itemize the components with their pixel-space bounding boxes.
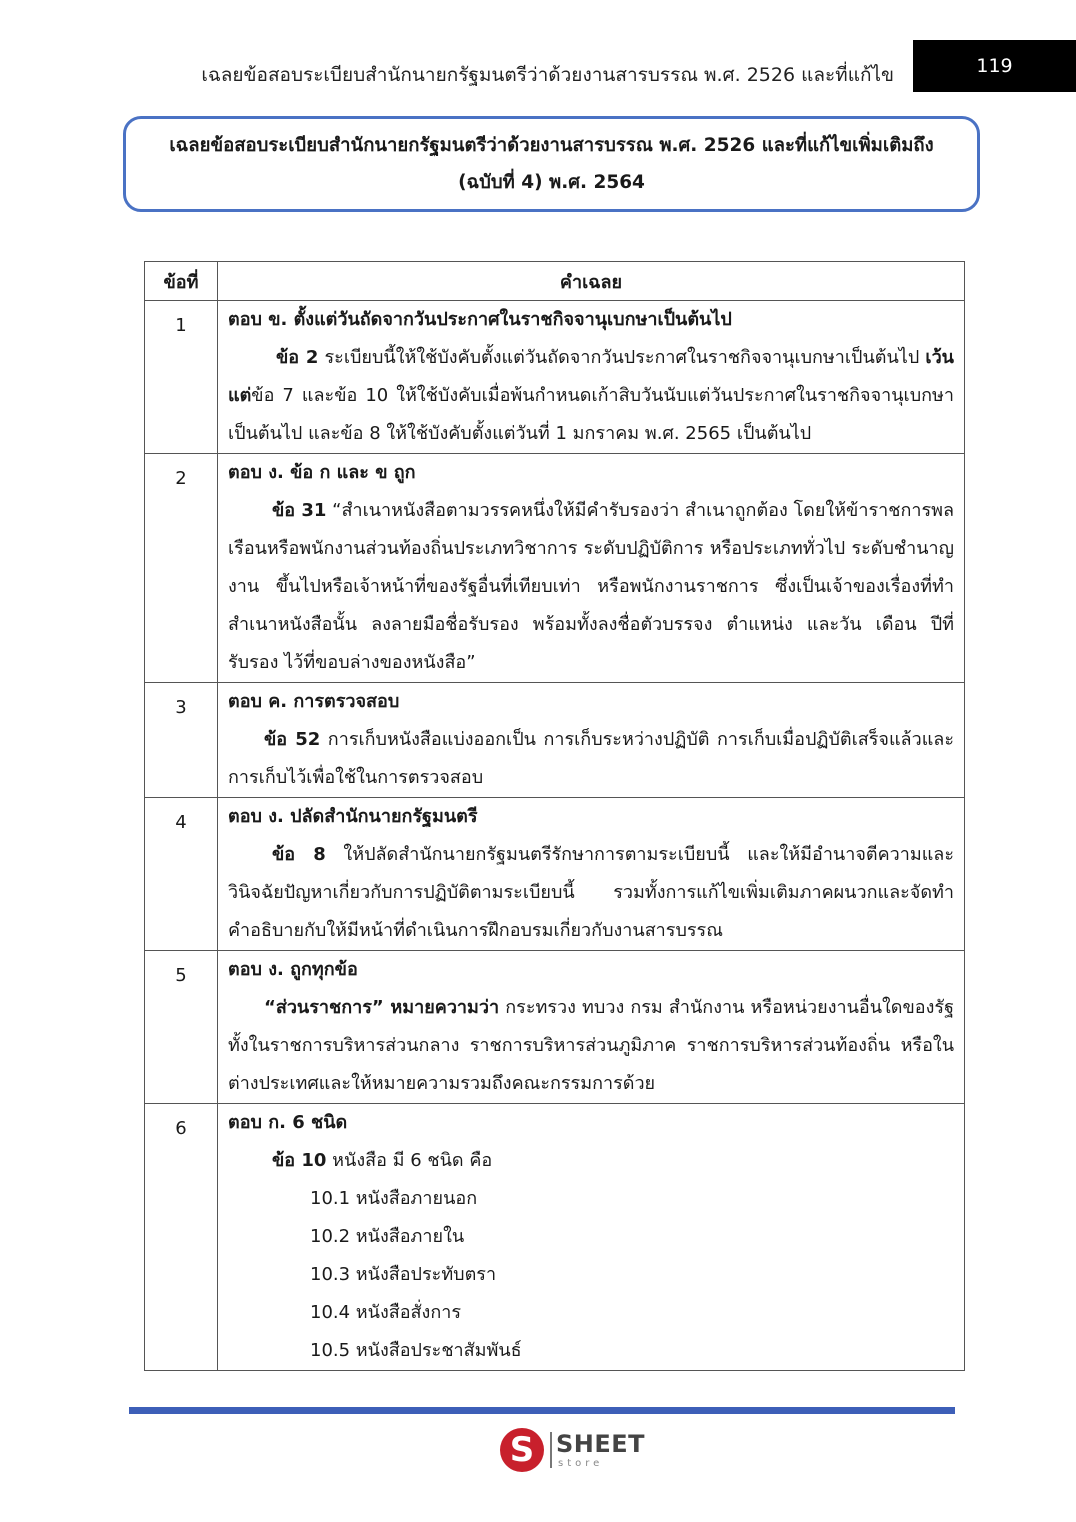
table-header-row xyxy=(145,262,965,301)
logo-divider xyxy=(550,1432,552,1468)
explanation-line: สำเนาหนังสือนั้น ลงลายมือชื่อรับรอง พร้อมทั้งลงชื่อตัวบรรจง ตำแหน่ง และวัน เดือน ปีที่ xyxy=(228,614,954,635)
row-answer xyxy=(218,683,965,798)
answer-heading: ตอบ ง. ข้อ ก และ ข ถูก xyxy=(228,462,416,483)
explanation-line: ข้อ 10 หนังสือ มี 6 ชนิด คือ xyxy=(272,1150,493,1171)
explanation-line: ข้อ 31 “สำเนาหนังสือตามวรรคหนึ่งให้มีคำรับรองว่า สำเนาถูกต้อง โดยให้ข้าราชการพล xyxy=(272,500,954,521)
explanation-line: ข้อ 2 ระเบียบนี้ให้ใช้บังคับตั้งแต่วันถัดจากวันประกาศในราชกิจจานุเบกษาเป็นต้นไป เว้น xyxy=(276,347,954,368)
page-number: 119 xyxy=(913,40,1076,92)
row-number: 2 xyxy=(145,454,218,683)
table-row xyxy=(145,798,965,951)
list-item: 10.2 หนังสือภายใน xyxy=(310,1226,465,1247)
explanation-line: การเก็บไว้เพื่อใช้ในการตรวจสอบ xyxy=(228,767,484,788)
sheet-store-logo xyxy=(500,1428,650,1472)
table-row xyxy=(145,683,965,798)
explanation-line: รับรอง ไว้ที่ขอบล่างของหนังสือ” xyxy=(228,652,476,673)
logo-subtext: store xyxy=(558,1458,604,1469)
answer-heading: ตอบ ง. ถูกทุกข้อ xyxy=(228,959,358,980)
column-header-no: ข้อที่ xyxy=(145,262,218,301)
explanation-line: แต่ข้อ 7 และข้อ 10 ให้ใช้บังคับเมื่อพ้นกำหนดเก้าสิบวันนับแต่วันประกาศในราชกิจจานุเบกษา xyxy=(228,385,954,406)
row-answer xyxy=(218,301,965,454)
answer-heading: ตอบ ค. การตรวจสอบ xyxy=(228,691,400,712)
row-number: 6 xyxy=(145,1104,218,1371)
explanation-line: ทั้งในราชการบริหารส่วนกลาง ราชการบริหารส่วนภูมิภาค ราชการบริหารส่วนท้องถิ่น หรือใน xyxy=(228,1035,954,1056)
running-header xyxy=(0,40,1076,92)
answer-heading: ตอบ ง. ปลัดสำนักนายกรัฐมนตรี xyxy=(228,806,478,827)
title-line-2: (ฉบับที่ 4) พ.ศ. 2564 xyxy=(458,172,645,193)
answer-heading: ตอบ ข. ตั้งแต่วันถัดจากวันประกาศในราชกิจจานุเบกษาเป็นต้นไป xyxy=(228,309,732,330)
explanation-line: ข้อ 52 การเก็บหนังสือแบ่งออกเป็น การเก็บระหว่างปฏิบัติ การเก็บเมื่อปฏิบัติเสร็จแล้วและ xyxy=(264,729,954,750)
table-row xyxy=(145,454,965,683)
explanation-line: ต่างประเทศและให้หมายความรวมถึงคณะกรรมการด้วย xyxy=(228,1073,656,1094)
list-item: 10.5 หนังสือประชาสัมพันธ์ xyxy=(310,1340,522,1361)
table-row xyxy=(145,301,965,454)
explanation-line: ข้อ 8 ให้ปลัดสำนักนายกรัฐมนตรีรักษาการตามระเบียบนี้ และให้มีอำนาจตีความและ xyxy=(272,844,954,865)
explanation-line: วินิจฉัยปัญหาเกี่ยวกับการปฏิบัติตามระเบียบนี้ รวมทั้งการแก้ไขเพิ่มเติมภาคผนวกและจัดทำ xyxy=(228,882,954,903)
logo-s-icon: S xyxy=(500,1428,544,1472)
row-answer xyxy=(218,454,965,683)
row-answer xyxy=(218,1104,965,1371)
row-number: 4 xyxy=(145,798,218,951)
logo-text: SHEET xyxy=(556,1430,646,1458)
title-box xyxy=(123,116,980,212)
row-number: 5 xyxy=(145,951,218,1104)
row-number: 3 xyxy=(145,683,218,798)
answer-heading: ตอบ ก. 6 ชนิด xyxy=(228,1112,348,1133)
row-answer xyxy=(218,798,965,951)
explanation-line: งาน ขึ้นไปหรือเจ้าหน้าที่ของรัฐอื่นที่เทียบเท่า หรือพนักงานราชการ ซึ่งเป็นเจ้าของเรื่องที่ทำ xyxy=(228,576,954,597)
explanation-line: “ส่วนราชการ” หมายความว่า กระทรวง ทบวง กรม สำนักงาน หรือหน่วยงานอื่นใดของรัฐ xyxy=(264,997,954,1018)
running-title: เฉลยข้อสอบระเบียบสำนักนายกรัฐมนตรีว่าด้วยงานสารบรรณ พ.ศ. 2526 และที่แก้ไข xyxy=(201,64,894,86)
row-answer xyxy=(218,951,965,1104)
explanation-line: คำอธิบายกับให้มีหน้าที่ดำเนินการฝึกอบรมเกี่ยวกับงานสารบรรณ xyxy=(228,920,723,941)
explanation-line: เป็นต้นไป และข้อ 8 ให้ใช้บังคับตั้งแต่วันที่ 1 มกราคม พ.ศ. 2565 เป็นต้นไป xyxy=(228,423,812,444)
table-row xyxy=(145,1104,965,1371)
list-item: 10.1 หนังสือภายนอก xyxy=(310,1188,478,1209)
row-number: 1 xyxy=(145,301,218,454)
answer-table xyxy=(144,261,965,1371)
footer-rule xyxy=(129,1407,955,1414)
title-line-1: เฉลยข้อสอบระเบียบสำนักนายกรัฐมนตรีว่าด้วยงานสารบรรณ พ.ศ. 2526 และที่แก้ไขเพิ่มเติมถึง xyxy=(169,135,934,156)
table-row xyxy=(145,951,965,1104)
explanation-line: เรือนหรือพนักงานส่วนท้องถิ่นประเภทวิชาการ ระดับปฏิบัติการ หรือประเภททั่วไป ระดับชำนาญ xyxy=(228,538,954,559)
list-item: 10.3 หนังสือประทับตรา xyxy=(310,1264,497,1285)
list-item: 10.4 หนังสือสั่งการ xyxy=(310,1302,462,1323)
column-header-answer: คำเฉลย xyxy=(218,262,965,301)
